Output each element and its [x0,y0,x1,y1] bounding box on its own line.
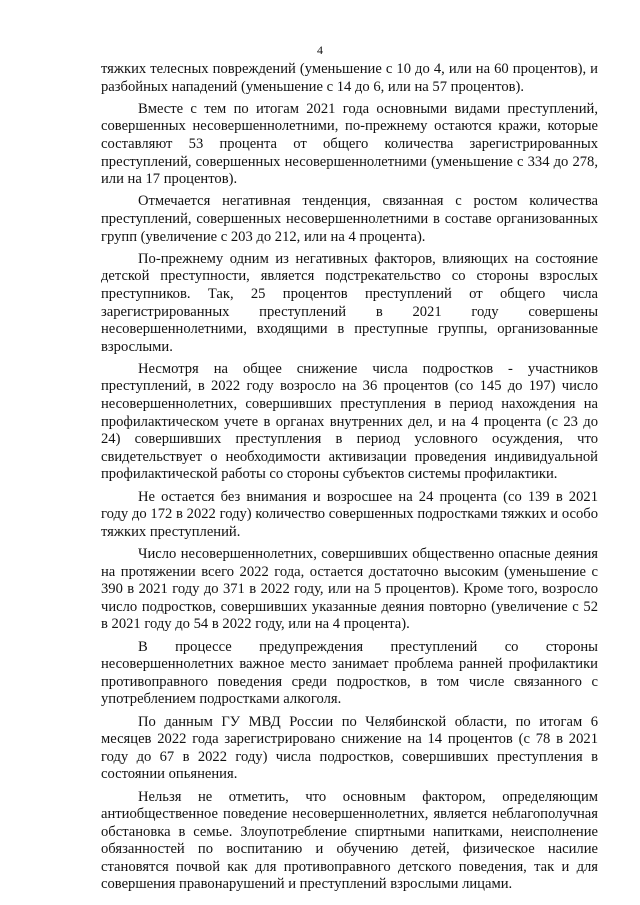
paragraph: По-прежнему одним из негативных факторов, влияющих на состояние детской преступности, является подстрекательство со стороны взрослых преступников. Так, 25 процентов преступлений от общего числа зарегистрированных преступлений в 2021 году совершены несовершеннолетними, входящими в преступные группы, организованные взрослыми. [101,250,598,355]
paragraph: В процессе предупреждения преступлений со стороны несовершеннолетних важное место занимает проблема ранней профилактики противоправного поведения среди подростков, в том числе связанного с употреблением подростками алкоголя. [101,638,598,708]
paragraph: По данным ГУ МВД России по Челябинской области, по итогам 6 месяцев 2022 года зарегистрировано снижение на 14 процентов (с 78 в 2021 году до 67 в 2022 году) числа подростков, совершивших преступления в состоянии опьянения. [101,713,598,783]
paragraph-continued: тяжких телесных повреждений (уменьшение с 10 до 4, или на 60 процентов), и разбойных нападений (уменьшение с 14 до 6, или на 57 процентов). [101,61,598,95]
paragraph: Не остается без внимания и возросшее на 24 процента (со 139 в 2021 году до 172 в 2022 году) количество совершенных подростками тяжких и особо тяжких преступлений. [101,488,598,540]
paragraph: Нельзя не отметить, что основным фактором, определяющим антиобщественное поведение несовершеннолетних, является неблагополучная обстановка в семье. Злоупотребление спиртными напитками, неисполнение обязанностей по воспитанию и обучению детей, физическое насилие становятся почвой как для противоправного детского поведения, так и для совершения правонарушений и преступлений взрослыми лицами. [101,788,598,893]
document-body [101,61,598,899]
paragraph: Число несовершеннолетних, совершивших общественно опасные деяния на протяжении всего 2022 года, остается достаточно высоким (уменьшение с 390 в 2021 году до 371 в 2022 году, или на 5 процентов). Кроме того, возросло число подростков, совершивших указанные деяния повторно (увеличение с 52 в 2021 году до 54 в 2022 году, или на 4 процента). [101,546,598,633]
paragraph: Несмотря на общее снижение числа подростков - участников преступлений, в 2022 году возросло на 36 процентов (со 145 до 197) число несовершеннолетних, совершивших преступления в период нахождения на профилактическом учете в органах внутренних дел, и на 4 процента (с 23 до 24) совершивших преступления в период условного осуждения, что свидетельствует о необходимости активизации проведения индивидуальной профилактической работы со стороны субъектов системы профилактики. [101,360,598,483]
paragraph: Вместе с тем по итогам 2021 года основными видами преступлений, совершенных несовершеннолетними, по-прежнему остаются кражи, которые составляют 53 процента от общего количества зарегистрированных преступлений, совершенных несовершеннолетними (уменьшение с 334 до 278, или на 17 процентов). [101,100,598,188]
paragraph: Отмечается негативная тенденция, связанная с ростом количества преступлений, совершенных несовершеннолетними в составе организованных групп (увеличение с 203 до 212, или на 4 процента). [101,193,598,245]
page-number: 4 [317,43,323,57]
